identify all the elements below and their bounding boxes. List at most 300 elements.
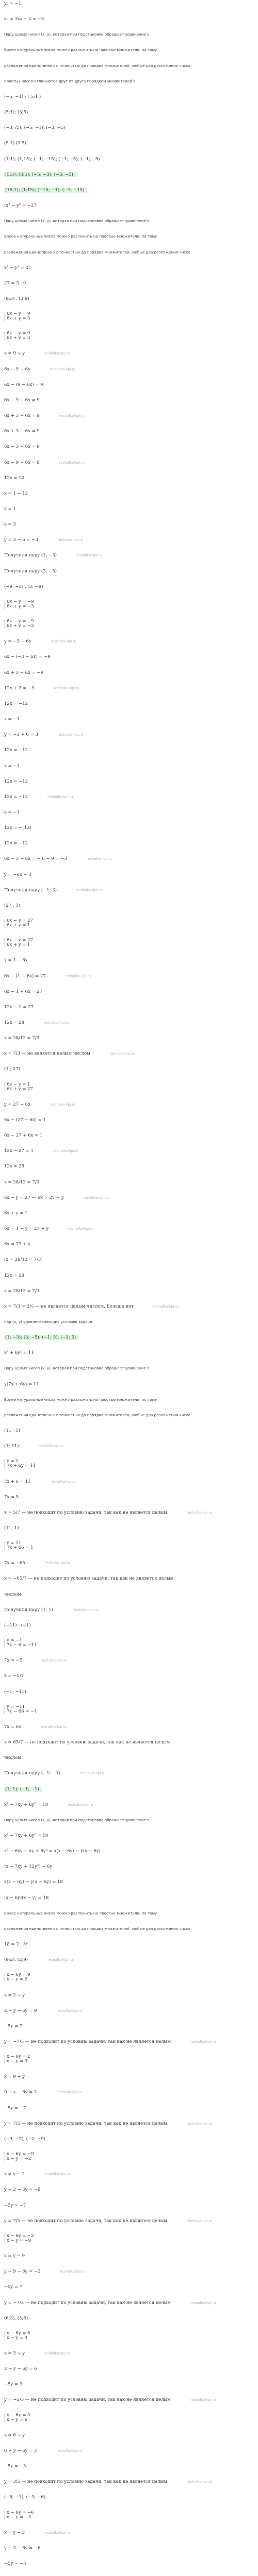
line-content: 12x − 1 = 27 <box>4 1004 34 1010</box>
brace-group <box>5 1973 30 1982</box>
math-line <box>4 1755 254 1760</box>
line-content: 6x − 9 − 6y <box>4 366 30 372</box>
math-line <box>4 265 254 270</box>
watermark-text: reshalka-kpi.ru <box>47 1957 73 1962</box>
line-content: (−1; −11) <box>4 1689 26 1694</box>
equation-row: x − 6y = 9 <box>7 1973 30 1978</box>
math-line <box>4 491 254 496</box>
brace-group <box>5 2511 34 2520</box>
line-content: −5y = −3 <box>4 2561 26 2566</box>
equation-row: 6x + y = 3 <box>7 335 30 341</box>
watermark-text: reshalka-kpi.ru <box>59 413 85 418</box>
line-content: y = −3 + 6 = 3 <box>4 732 38 738</box>
math-line <box>4 2008 254 2013</box>
math-line <box>4 717 254 722</box>
math-line <box>4 1510 254 1515</box>
math-line <box>4 1592 254 1597</box>
math-line <box>4 2218 254 2224</box>
equation-row: x − y = −2 <box>7 2156 31 2162</box>
math-line <box>4 1 254 6</box>
line-content: пар (x; y) удовлетворяющих условию задачи. <box>4 1319 93 1324</box>
line-content: Более натуральные числа можно разложить на простые множители, по тому <box>4 1910 157 1916</box>
watermark-text: reshalka-kpi.ru <box>44 2172 70 2177</box>
line-content: 6x + 3 + 6x = −9 <box>4 670 43 675</box>
line-content: 6x = 1 − y = 27 + y <box>4 1226 49 1232</box>
math-line <box>4 1724 254 1730</box>
equation-row: x − y = 9 <box>7 2059 28 2064</box>
line-content: −5y = −7 <box>4 2202 26 2208</box>
math-line <box>4 2382 254 2387</box>
line-content: 6x − 3 − 6x = − 6 − 9 = −3 <box>4 856 67 862</box>
line-content: −5y = 7 <box>4 2023 23 2029</box>
math-line <box>4 2397 254 2402</box>
watermark-text: reshalka-kpi.ru <box>186 2218 213 2223</box>
math-line <box>4 296 254 301</box>
line-content: y = −3 − 6x <box>4 639 31 645</box>
line-content: y = 3 − 6 = −3 <box>4 537 38 543</box>
line-content: x = −1 <box>4 809 20 815</box>
line-content: 12x − 27 = 1 <box>4 1148 34 1154</box>
line-content: (x² − y² = −27 <box>4 203 37 209</box>
brace-group <box>5 600 34 609</box>
line-content: x = 28/12 = 7/3 <box>4 1288 40 1294</box>
watermark-text: reshalka-kpi.ru <box>38 1444 64 1449</box>
line-content: (5 1) (3 5) <box>4 141 27 146</box>
equation-row: x − 6y = 3 <box>7 2413 30 2418</box>
line-content: (−9; −3) , (3; −9) <box>4 584 43 589</box>
watermark-text: reshalka-kpi.ru <box>59 460 85 465</box>
math-line <box>4 1561 254 1566</box>
math-line <box>4 856 254 861</box>
math-line <box>4 2351 254 2356</box>
line-content: x = 9 + y <box>4 351 25 357</box>
line-content: y = −7/5 — не подходит по условию задачи, так как не является целым <box>4 2039 171 2044</box>
watermark-text: reshalka-kpi.ru <box>190 2300 216 2305</box>
math-line <box>4 460 254 465</box>
line-content: 7x = −65 <box>4 1561 25 1566</box>
system-of-equations <box>4 2331 254 2341</box>
line-content: x = −1 <box>4 717 20 722</box>
math-line <box>4 1036 254 1041</box>
line-content: 12x = 28 <box>4 1164 24 1170</box>
line-content: (5;1); (3;5) <box>4 110 28 115</box>
math-line <box>4 2479 254 2484</box>
math-line <box>4 670 254 675</box>
math-line <box>4 2024 254 2029</box>
math-line <box>4 1242 254 1247</box>
line-content: 6x + 3 − 6x = 9 <box>4 429 40 434</box>
line-content: y = −3/5 — не подходит по условию задачи, так как не является целым <box>4 2397 171 2403</box>
line-content: 7x + 6 = 11 <box>4 1479 31 1484</box>
math-line <box>4 2433 254 2438</box>
line-content: y = −7/5 — не подходит по условию задачи, так как не является целым <box>4 2300 171 2306</box>
line-content: (x − 6y)(x − y) = 18 <box>4 1895 49 1901</box>
line-content: 12x = −12 <box>4 701 28 706</box>
math-line <box>4 94 254 99</box>
math-line <box>4 701 254 706</box>
math-line <box>4 1607 254 1613</box>
math-line <box>4 1771 254 1776</box>
math-line <box>4 569 254 574</box>
math-line <box>4 2203 254 2208</box>
explanation-text <box>4 1911 254 1916</box>
line-content: y = 7/5 — не подходит по условию задачи, так как не является целым <box>4 2218 167 2224</box>
watermark-text: reshalka-kpi.ru <box>83 1195 109 1200</box>
system-of-equations <box>4 1459 254 1468</box>
line-content: 6x − 1 + 6x = 27 <box>4 989 43 994</box>
math-line <box>4 1195 254 1200</box>
line-content: −5y = 3 <box>4 2382 23 2387</box>
watermark-text: reshalka-kpi.ru <box>76 887 102 892</box>
line-content: (1 ; 27) <box>4 1066 21 1072</box>
explanation-text <box>4 250 254 255</box>
watermark-text: reshalka-kpi.ru <box>54 685 79 690</box>
math-line <box>4 382 254 387</box>
line-content: 7x = 65 <box>4 1724 22 1730</box>
watermark-text: reshalka-kpi.ru <box>109 1051 136 1056</box>
math-line <box>4 398 254 403</box>
math-line <box>4 584 254 589</box>
watermark-text: reshalka-kpi.ru <box>57 537 83 543</box>
line-content: 12x + 3 = −9 <box>4 685 35 691</box>
watermark-text: reshalka-kpi.ru <box>68 1802 93 1807</box>
brace-group <box>5 2413 30 2422</box>
line-content: 12x = 28 <box>4 1020 24 1025</box>
line-content: Получили пару (1; 1) <box>4 1607 53 1613</box>
equation-row: 6x − y = 1 <box>7 1082 30 1087</box>
watermark-text: reshalka-kpi.ru <box>153 1303 179 1309</box>
math-line <box>4 1849 254 1854</box>
line-content: 7x = 5 <box>4 1494 19 1500</box>
line-content: y = −6x − 3 <box>4 872 31 877</box>
math-line <box>4 2039 254 2044</box>
answer-highlight: (1; −3); (3; −5); (−1; 3); (−3; 5) <box>4 1335 79 1340</box>
explanation-text <box>4 1413 254 1418</box>
line-content: 7x = −5 <box>4 1658 23 1664</box>
line-content: разложения единственно с точностью до порядка множителей, любые два разложения числа <box>4 63 191 68</box>
math-line <box>4 1957 254 1962</box>
equation-row: 6x − y = 9 <box>7 331 30 336</box>
line-content: (1; 11) <box>4 1444 19 1449</box>
math-line <box>4 1164 254 1169</box>
math-line <box>4 16 254 22</box>
line-content: x = 2 + y <box>4 1992 25 1998</box>
watermark-text: reshalka-kpi.ru <box>43 1020 70 1025</box>
system-of-equations <box>4 938 254 947</box>
line-content: 6 + y − 6y = 3 <box>4 2448 37 2453</box>
line-content: (−6; −3), (−3; −6) <box>4 2495 45 2500</box>
explanation-text <box>4 1319 254 1325</box>
answer-highlight: (5;3); (3;5); (−5; −3); (−3; −5); <box>4 172 78 177</box>
line-content: (11; 1) <box>4 1526 19 1531</box>
explanation-text <box>4 63 254 69</box>
watermark-text: reshalka-kpi.ru <box>42 1658 68 1663</box>
line-content: Получили пару (−1; 3) <box>4 887 57 893</box>
explanation-text <box>4 1397 254 1402</box>
line-content: x₀ = 3y₀ − 2 = −5 <box>4 16 44 22</box>
line-content: 6x − 9 + 6x = 9 <box>4 397 40 403</box>
line-content: x = −5/7 <box>4 1673 24 1679</box>
math-line <box>4 1020 254 1025</box>
math-line <box>4 2448 254 2453</box>
math-line <box>4 841 254 846</box>
math-line <box>4 203 254 208</box>
line-content: x = 5/7 — не подходит по условию задачи, так как не является целым <box>4 1510 167 1515</box>
math-line <box>4 157 254 162</box>
equation-row: y = −1 <box>7 1638 22 1643</box>
line-content: x(x − 6y) − y(x − 6y) = 18 <box>4 1879 63 1885</box>
line-content: x = 28/12 = 7/3 <box>4 1179 40 1185</box>
line-content: (x = 28/12 = 7/3) <box>4 1257 43 1263</box>
math-line <box>4 1304 254 1309</box>
equation-row: x − 6y = 6 <box>7 2331 30 2336</box>
math-line <box>4 2121 254 2126</box>
math-line <box>4 1689 254 1694</box>
line-content: −5y = −3 <box>4 2464 26 2469</box>
watermark-text: reshalka-kpi.ru <box>186 1510 213 1515</box>
math-line <box>4 2137 254 2142</box>
math-line <box>4 903 254 908</box>
system-of-equations <box>4 2152 254 2161</box>
brace-group <box>5 1082 33 1092</box>
math-line <box>4 2284 254 2290</box>
math-line <box>4 1864 254 1869</box>
math-line <box>4 654 254 659</box>
math-line <box>4 476 254 481</box>
math-line <box>4 974 254 979</box>
line-content: 6x − (27 − 6x) = 1 <box>4 1117 46 1123</box>
line-content: 18 = 2 · 3² <box>4 1942 28 1947</box>
math-line <box>4 2090 254 2095</box>
line-content: x = 28/12 = 7/3 <box>4 1036 40 1041</box>
math-line <box>4 794 254 800</box>
math-line <box>4 1444 254 1449</box>
math-line <box>4 522 254 527</box>
answer-line <box>4 1787 254 1792</box>
line-content: y(7x + 6y) = 11 <box>4 1381 39 1387</box>
equation-row: x − 6y = −6 <box>7 2510 34 2515</box>
math-line <box>4 872 254 877</box>
math-line <box>4 1180 254 1185</box>
explanation-text <box>4 218 254 224</box>
line-content: y = 1 − 6x <box>4 958 28 963</box>
watermark-text: reshalka-kpi.ru <box>41 1724 67 1729</box>
brace-group <box>5 1541 33 1550</box>
watermark-text: reshalka-kpi.ru <box>44 1561 70 1566</box>
system-of-equations <box>4 1541 254 1550</box>
line-content: (11 · 1) <box>4 1428 20 1434</box>
line-content: 6x − y = 27 — 6x = 27 + y <box>4 1195 64 1200</box>
math-line <box>4 141 254 146</box>
line-content: x = 65/7 — не подходит по условию задачи, так как не является целым <box>4 1740 170 1745</box>
watermark-text: reshalka-kpi.ru <box>44 2350 70 2355</box>
line-content: x² − 6xy − xy + 6y² = x(x − 6y) − y(x − 6y) <box>4 1849 101 1854</box>
answer-line <box>4 188 254 193</box>
watermark-text: reshalka-kpi.ru <box>56 2090 82 2095</box>
equation-row: 7x + 66 = 1 <box>7 1545 34 1551</box>
math-line <box>4 1289 254 1294</box>
system-of-equations <box>4 919 254 928</box>
line-content: 6x − 3 − 6x = 9 <box>4 444 40 450</box>
line-content: x² − y² = 27 <box>4 265 31 270</box>
line-content: x = −65/7 — не подходит по условию задачи, так как не является целым <box>4 1576 174 1582</box>
line-content: x² − 7xy + 6y² = 18 <box>4 1802 49 1807</box>
math-line <box>4 1273 254 1278</box>
line-content: Пару целых чисел (x; y), которая при подстановке обращает уравнение в <box>4 1817 150 1822</box>
line-content: разложения единственно с точностью до порядка множителей, любые два разложения числа <box>4 1412 191 1417</box>
equation-row: x − y = 6 <box>7 2417 28 2422</box>
math-line <box>4 1066 254 1072</box>
equation-row: 6x − y = 9 <box>7 312 30 317</box>
line-content: y₀ = −1 <box>4 1 22 6</box>
math-line <box>4 1133 254 1138</box>
system-of-equations <box>4 2511 254 2520</box>
line-content: числом <box>4 1755 22 1761</box>
math-line <box>4 2269 254 2274</box>
math-line <box>4 1495 254 1500</box>
line-content: 9 + y − 6y = 2 <box>4 2090 37 2095</box>
line-content: (9;3) , (3;9) <box>4 296 29 301</box>
line-content: (−3; ∕5); (−5; −1); (−3; −5) <box>4 125 66 131</box>
line-content: 12x = −12 <box>4 778 28 784</box>
line-content: y − 2 − 6y = −9 <box>4 2187 41 2193</box>
line-content: x² + 6y² = 11 <box>4 1350 34 1356</box>
line-content: y = 3/5 — не подходит по условию задачи, так как не является целым <box>4 2479 167 2485</box>
equation-row: x − y = 3 <box>7 2335 28 2341</box>
line-content: −5y = 7 <box>4 2284 23 2290</box>
brace-group <box>5 2234 34 2243</box>
line-content: 3 + y − 6y = 6 <box>4 2366 37 2372</box>
brace-group <box>5 1638 37 1648</box>
math-line <box>4 764 254 769</box>
line-content: 12x = −12 <box>4 748 28 753</box>
line-content: x = y − 9 <box>4 2253 25 2259</box>
system-of-equations <box>4 2413 254 2422</box>
watermark-text: reshalka-kpi.ru <box>190 2397 216 2402</box>
math-line <box>4 2253 254 2259</box>
watermark-text: reshalka-kpi.ru <box>50 1101 76 1107</box>
brace-group <box>5 2055 30 2064</box>
line-content: x = 9 + y <box>4 2074 25 2080</box>
line-content: 6x + y = 1 <box>4 1210 28 1216</box>
line-content: Пару целых чисел (x; y), которая при подстановке обращает уравнение в <box>4 218 150 224</box>
explanation-text <box>4 234 254 239</box>
answer-line <box>4 172 254 177</box>
math-line <box>4 748 254 753</box>
system-of-equations <box>4 1638 254 1648</box>
line-content: 6x − (−3 − 6x) = −9 <box>4 654 51 660</box>
math-line <box>4 1148 254 1154</box>
explanation-text <box>4 32 254 37</box>
math-line <box>4 2172 254 2177</box>
watermark-text: reshalka-kpi.ru <box>47 794 73 799</box>
line-content: (6;3), (3;6) <box>4 2315 28 2321</box>
line-content: Пару целых чисел (x; y), которая при подстановке обращает уравнение в <box>4 1366 150 1371</box>
system-of-equations <box>4 1082 254 1092</box>
line-content: 6x + 3 − 6x = 9 <box>4 413 40 419</box>
explanation-text <box>4 1366 254 1371</box>
math-line <box>4 1051 254 1056</box>
watermark-text: reshalka-kpi.ru <box>50 366 76 371</box>
brace-group <box>5 1705 37 1714</box>
watermark-text: reshalka-kpi.ru <box>65 973 91 978</box>
watermark-text: reshalka-kpi.ru <box>68 1226 94 1231</box>
equation-row: x − 6y = −2 <box>7 2233 34 2239</box>
math-line <box>4 110 254 115</box>
answer-line <box>4 1335 254 1340</box>
math-line <box>4 506 254 512</box>
equation-row: 6x + y = −3 <box>7 603 34 609</box>
math-line <box>4 1993 254 1998</box>
system-of-equations <box>4 1705 254 1714</box>
math-line <box>4 958 254 963</box>
math-line <box>4 1740 254 1745</box>
system-of-equations <box>4 2234 254 2243</box>
math-line <box>4 1802 254 1807</box>
watermark-text: reshalka-kpi.ru <box>72 1607 99 1612</box>
math-line <box>4 2300 254 2306</box>
math-line <box>4 825 254 831</box>
line-content: 27 = 3 · 9 <box>4 280 26 286</box>
equation-row: 6x − y = 27 <box>7 938 33 943</box>
equation-row: 7x − 66 = −1 <box>7 1708 37 1714</box>
watermark-text: reshalka-kpi.ru <box>86 856 112 861</box>
line-content: простых чисел отличаются друг от друга порядком множителей в <box>4 78 136 83</box>
brace-group <box>5 2152 34 2161</box>
brace-group <box>5 312 30 321</box>
math-line <box>4 1382 254 1387</box>
math-line <box>4 1623 254 1628</box>
equation-row: 6x − y = 27 <box>7 919 33 924</box>
line-content: x = 1 <box>4 506 16 512</box>
line-content: Получили пару (1; −3) <box>4 553 57 558</box>
math-line <box>4 1211 254 1216</box>
math-line <box>4 1226 254 1231</box>
line-content: 12x = −12 <box>4 841 28 846</box>
math-line <box>4 2074 254 2079</box>
line-content: 12x = −12 <box>4 794 28 800</box>
line-content: 6x = 27 + y <box>4 1242 30 1247</box>
math-line <box>4 1942 254 1947</box>
math-line <box>4 732 254 737</box>
explanation-text <box>4 1818 254 1823</box>
line-content: y = 7/5 — не подходит по условию задачи, так как не является целым <box>4 2121 167 2126</box>
math-line <box>4 1102 254 1107</box>
math-line <box>4 281 254 286</box>
math-line <box>4 367 254 372</box>
equation-row: y = −11 <box>7 1704 25 1709</box>
watermark-text: reshalka-kpi.ru <box>186 2121 213 2126</box>
line-content: 6x − 27 + 6x = 1 <box>4 1133 43 1139</box>
equation-row: x − y = −3 <box>7 2514 31 2520</box>
line-content: 12x = 28 <box>4 1273 24 1278</box>
system-of-equations <box>4 2055 254 2064</box>
equation-row: 6x − y = −9 <box>7 599 34 604</box>
math-line <box>4 444 254 449</box>
math-line <box>4 429 254 434</box>
math-line <box>4 1576 254 1581</box>
equation-row: 6x − y = −9 <box>7 619 34 624</box>
math-line <box>4 1117 254 1123</box>
line-content: 6x − (1 − 6x) = 27 <box>4 973 46 979</box>
answer-highlight: (15;1); (1;15); (−15; −1); (−1; −15) <box>4 188 87 193</box>
watermark-text: reshalka-kpi.ru <box>44 351 70 356</box>
line-content: x = y − 3 <box>4 2530 25 2535</box>
math-line <box>4 779 254 784</box>
equation-row: y = 1 <box>7 1459 19 1464</box>
math-line <box>4 888 254 893</box>
math-line <box>4 1479 254 1484</box>
